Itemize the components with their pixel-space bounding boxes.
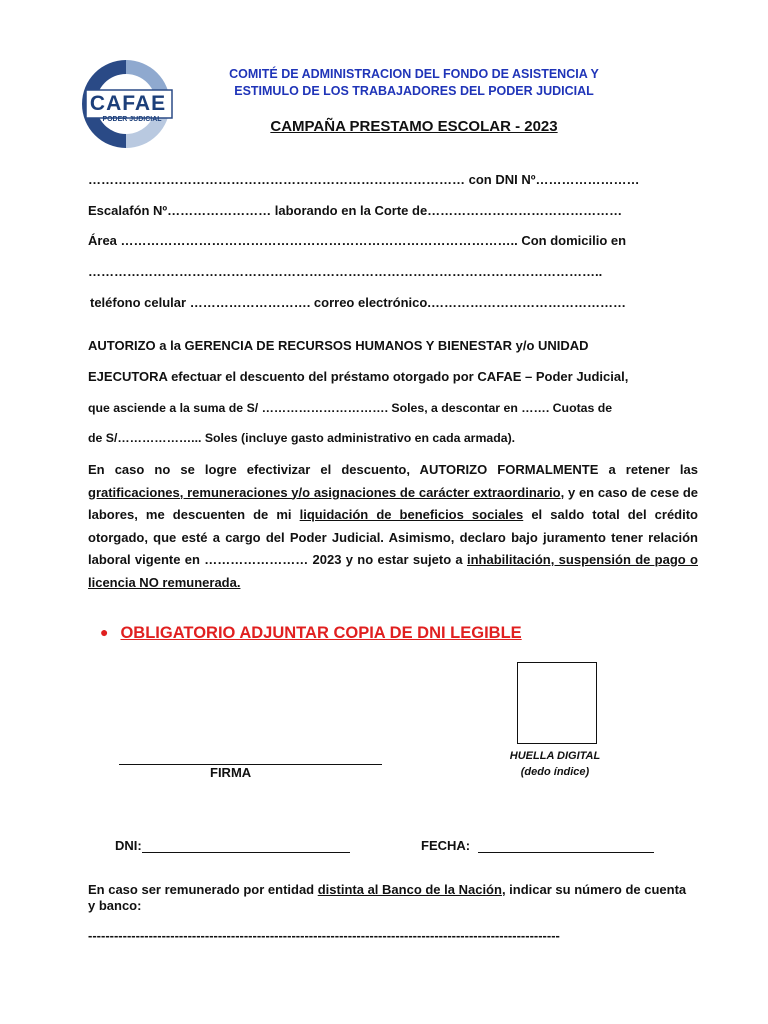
field-escalafon-corte: Escalafón Nº…………………… laborando en la Corte de……………………………………… — [88, 203, 623, 218]
fingerprint-sublabel: (dedo índice) — [520, 766, 590, 778]
notice-text: OBLIGATORIO ADJUNTAR COPIA DE DNI LEGIBLE — [120, 624, 522, 642]
dni-field — [115, 838, 350, 853]
logo-name: CAFAE — [89, 92, 167, 115]
retention-paragraph — [88, 459, 698, 594]
fingerprint-box[interactable] — [517, 662, 597, 744]
field-address: ……………………………………………………………………………………………………….. — [88, 264, 603, 279]
authorization-line-2: EJECUTORA efectuar el descuento del préstamo otorgado por CAFAE – Poder Judicial, — [88, 369, 629, 384]
authorization-line-1: AUTORIZO a la GERENCIA DE RECURSOS HUMANOS Y BIENESTAR y/o UNIDAD — [88, 338, 589, 353]
field-phone-email: teléfono celular ………………………. correo electrónico.……………………………………… — [90, 295, 626, 310]
paragraph-text-2: , y en caso de cese de labores, me descuenten de mi — [88, 484, 698, 522]
bank-account-line[interactable]: ------------------------------------------------------------------------------------------------------------- — [88, 928, 560, 943]
paragraph-text-1: En caso no se logre efectivizar el descuento, AUTORIZO FORMALMENTE a retener las — [88, 462, 698, 477]
field-name-dni: …………………………………………………………………………… con DNI Nº…………………… — [88, 172, 640, 187]
page-title: CAMPAÑA PRESTAMO ESCOLAR - 2023 — [270, 118, 558, 135]
fingerprint-label: HUELLA DIGITAL — [509, 750, 601, 762]
paragraph-underline-3: inhabilitación, suspensión de pago o licencia NO remunerada. — [88, 552, 698, 590]
paragraph-underline-1: gratificaciones, remuneraciones y/o asignaciones de carácter extraordinario — [88, 484, 561, 500]
signature-label: FIRMA — [210, 765, 252, 780]
paragraph-underline-2: liquidación de beneficios sociales — [299, 507, 524, 522]
bank-text-1: En caso ser remunerado por entidad — [88, 882, 318, 897]
dni-copy-notice — [100, 624, 522, 643]
date-field — [421, 838, 654, 853]
bullet-icon: ● — [100, 624, 109, 640]
logo-subtitle: PODER JUDICIAL — [102, 116, 162, 123]
header-line-1: COMITÉ DE ADMINISTRACION DEL FONDO DE ASISTENCIA Y — [229, 67, 599, 81]
cafae-logo — [76, 56, 176, 152]
dni-input-line[interactable] — [142, 838, 350, 853]
field-area-domicilio: Área ……………………………………………………………………………….. Con domicilio en — [88, 233, 627, 248]
header-line-2: ESTIMULO DE LOS TRABAJADORES DEL PODER JUDICIAL — [234, 84, 594, 98]
paragraph-text-3: el saldo total del crédito otorgado, que esté a cargo del Poder Judicial. Asimismo, declaro bajo juramento tener relación laboral vigente en …………………… 2023 y no estar sujeto a — [88, 507, 698, 567]
authorization-line-4: de S/………………... Soles (incluye gasto administrativo en cada armada). — [88, 431, 516, 445]
bank-text-2: , indicar su número de cuenta y banco: — [88, 882, 687, 913]
bank-instruction — [88, 882, 688, 914]
date-input-line[interactable] — [478, 838, 654, 853]
date-label: FECHA: — [421, 838, 471, 853]
bank-underline: distinta al Banco de la Nación — [317, 882, 502, 897]
dni-label: DNI: — [115, 838, 142, 853]
authorization-line-3: que asciende a la suma de S/ …………………………. Soles, a descontar en ……. Cuotas de — [88, 401, 613, 415]
